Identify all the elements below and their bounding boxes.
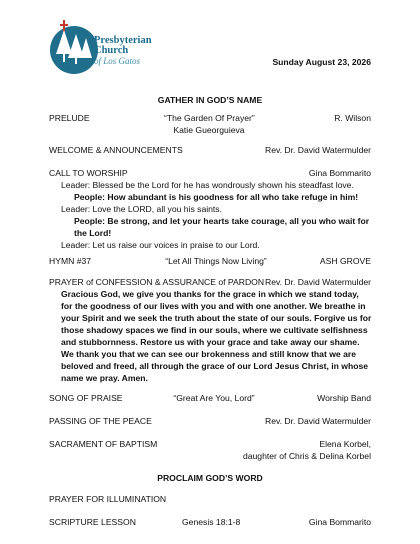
call-line-2: People: How abundant is his goodness for all who take refuge in him! (74, 192, 359, 202)
prayer-line-6: We thank you that we can see our brokenness and still know that we are (61, 349, 356, 359)
baptism-label: SACRAMENT OF BAPTISM (49, 439, 158, 449)
hymn-title: “Let All Things Now Living” (165, 256, 267, 266)
scripture-label: SCRIPTURE LESSON (49, 517, 136, 527)
prelude-title: “The Garden Of Prayer” (164, 113, 255, 123)
prayer-line-8: name we pray. Amen. (61, 373, 148, 383)
song-performer: Worship Band (317, 393, 371, 403)
prayer-line-7: beloved and freed, all through the grace of our Lord Jesus Christ, in whose (61, 361, 369, 371)
song-label: SONG OF PRAISE (49, 393, 123, 403)
prayer-label: PRAYER of CONFESSION & ASSURANCE of PARDON (49, 277, 265, 287)
church-name-line3: of Los Gatos (94, 56, 141, 66)
service-date: Sunday August 23, 2026 (272, 57, 371, 67)
peace-label: PASSING OF THE PEACE (49, 416, 152, 426)
prayer-leader: Rev. Dr. David Watermulder (264, 277, 371, 287)
illumination-label: PRAYER FOR ILLUMINATION (49, 494, 167, 504)
call-line-6: Leader: Let us raise our voices in praise to our Lord. (61, 240, 260, 250)
prelude-label: PRELUDE (49, 113, 90, 123)
scripture-reader: Gina Bommarito (308, 517, 371, 527)
welcome-leader: Rev. Dr. David Watermulder (264, 145, 371, 155)
hymn-tune: ASH GROVE (319, 256, 371, 266)
call-leader: Gina Bommarito (308, 168, 371, 178)
church-name-line1: Presbyterian (94, 35, 152, 46)
baptism-name: Elena Korbel, (319, 439, 371, 449)
church-name-line2: Church (94, 45, 129, 56)
call-line-3: Leader: Love the LORD, all you his saints. (61, 204, 222, 214)
call-line-4: People: Be strong, and let your hearts take courage, all you who wait for (74, 216, 370, 226)
peace-leader: Rev. Dr. David Watermulder (264, 416, 371, 426)
section-heading-proclaim: PROCLAIM GOD’S WORD (157, 473, 263, 483)
prayer-line-1: Gracious God, we give you thanks for the grace in which we stand today, (61, 289, 359, 299)
section-heading-gather: GATHER IN GOD’S NAME (157, 95, 263, 105)
prayer-line-5: and stubbornness. Restore us with your grace and take away our shame. (61, 337, 360, 347)
prayer-line-2: for the goodness of our lives with you and with one another. We breathe in (61, 301, 366, 311)
prayer-line-3: your Spirit and we seek the truth about the state of our souls. Forgive us for (61, 313, 372, 323)
call-label: CALL TO WORSHIP (49, 168, 128, 178)
call-line-1: Leader: Blessed be the Lord for he has wondrously shown his steadfast love. (61, 180, 354, 190)
call-line-5: the Lord! (74, 228, 112, 238)
hymn-label: HYMN #37 (49, 256, 92, 266)
prelude-composer: R. Wilson (334, 113, 371, 123)
church-name (94, 36, 152, 66)
baptism-parents: daughter of Chris & Delina Korbel (242, 451, 371, 461)
welcome-label: WELCOME & ANNOUNCEMENTS (49, 145, 183, 155)
prayer-line-4: those shadowy spaces we find in our souls, where we cultivate selfishness (61, 325, 368, 335)
song-title: “Great Are You, Lord” (173, 393, 255, 403)
scripture-passage: Genesis 18:1-8 (182, 517, 241, 527)
prelude-performer: Katie Gueorguieva (173, 125, 245, 135)
